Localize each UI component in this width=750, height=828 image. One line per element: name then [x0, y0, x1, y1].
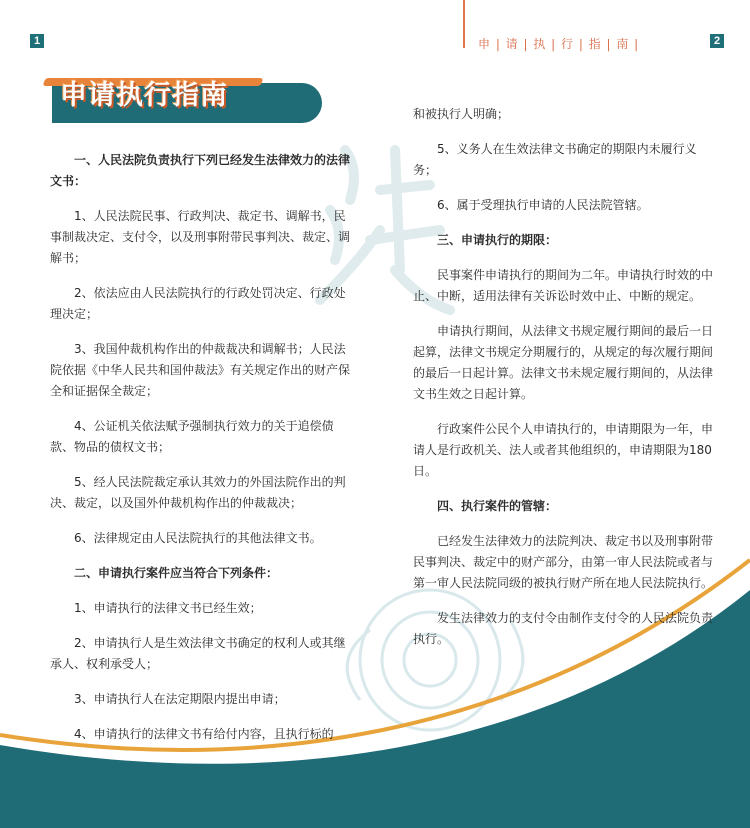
body-paragraph: 已经发生法律效力的法院判决、裁定书以及刑事附带民事判决、裁定中的财产部分，由第一审人民法院或者与第一审人民法院同级的被执行财产所在地人民法院执行。 [413, 534, 714, 590]
section-heading: 一、人民法院负责执行下列已经发生法律效力的法律文书： [50, 153, 351, 188]
header-divider [463, 0, 465, 48]
left-text-column [50, 150, 350, 759]
body-paragraph: 民事案件申请执行的期间为二年。申请执行时效的中止、中断，适用法律有关诉讼时效中止、中断的规定。 [413, 268, 714, 303]
body-paragraph: 5、经人民法院裁定承认其效力的外国法院作出的判决、裁定，以及国外仲裁机构作出的仲裁裁决； [50, 475, 346, 510]
body-paragraph: 3、我国仲裁机构作出的仲裁裁决和调解书；人民法院依据《中华人民共和国仲裁法》有关规定作出的财产保全和证据保全裁定； [50, 342, 351, 398]
body-paragraph: 4、公证机关依法赋予强制执行效力的关于追偿债款、物品的债权文书； [50, 419, 334, 454]
section-heading: 二、申请执行案件应当符合下列条件： [74, 566, 279, 580]
body-paragraph: 4、申请执行的法律文书有给付内容，且执行标的 [74, 727, 334, 741]
body-paragraph: 5、义务人在生效法律文书确定的期限内未履行义务； [413, 142, 697, 177]
body-paragraph: 6、属于受理执行申请的人民法院管辖。 [437, 198, 649, 212]
body-paragraph: 6、法律规定由人民法院执行的其他法律文书。 [74, 531, 322, 545]
section-heading: 三、申请执行的期限： [437, 233, 558, 247]
body-paragraph: 发生法律效力的支付令由制作支付令的人民法院负责执行。 [413, 611, 714, 646]
page-title: 申请执行指南 [60, 80, 228, 111]
body-paragraph: 2、依法应由人民法院执行的行政处罚决定、行政处理决定； [50, 286, 346, 321]
page-number-right: 2 [710, 34, 724, 48]
page-number-left: 1 [30, 34, 44, 48]
body-paragraph: 行政案件公民个人申请执行的，申请期限为一年，申请人是行政机关、法人或者其他组织的，申请期限为180日。 [413, 422, 714, 478]
body-paragraph: 2、申请执行人是生效法律文书确定的权利人或其继承人、权利承受人； [50, 636, 346, 671]
body-paragraph: 1、申请执行的法律文书已经生效； [74, 601, 262, 615]
header-title: 申 | 请 | 执 | 行 | 指 | 南 | [478, 37, 640, 51]
right-text-column [413, 104, 717, 664]
body-paragraph: 3、申请执行人在法定期限内提出申请； [74, 692, 286, 706]
section-heading: 四、执行案件的管辖： [437, 499, 558, 513]
body-paragraph: 和被执行人明确； [413, 107, 510, 121]
body-paragraph: 1、人民法院民事、行政判决、裁定书、调解书，民事制裁决定、支付令，以及刑事附带民事判决、裁定、调解书； [50, 209, 351, 265]
body-paragraph: 申请执行期间，从法律文书规定履行期间的最后一日起算，法律文书规定分期履行的，从规定的每次履行期间的最后一日起计算。法律文书未规定履行期间的，从法律文书生效之日起计算。 [413, 324, 714, 401]
